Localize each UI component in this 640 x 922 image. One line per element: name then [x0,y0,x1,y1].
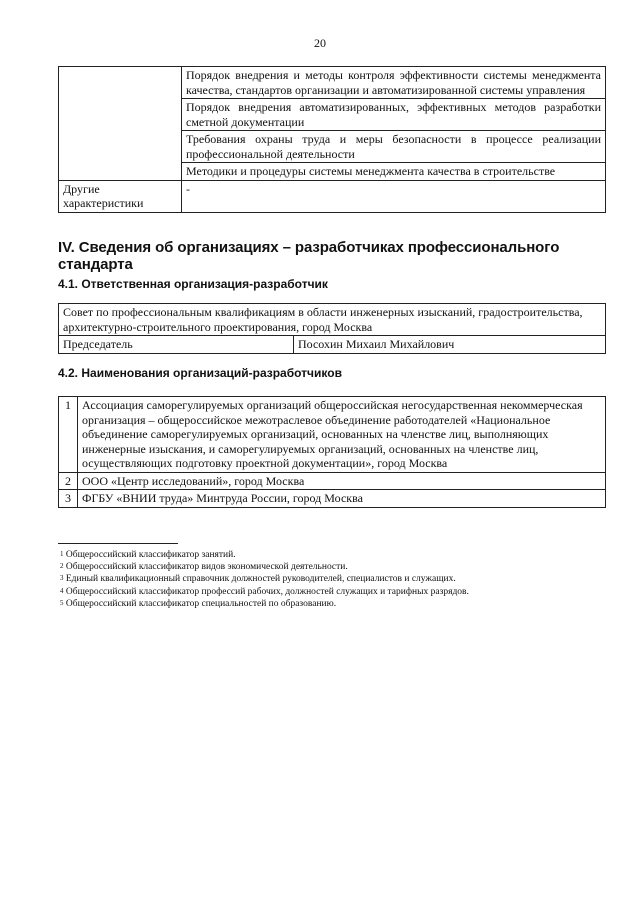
page-number: 20 [314,36,326,50]
table-row [59,490,606,508]
other-characteristics-value: - [182,180,606,212]
chairman-name: Посохин Михаил Михайлович [294,336,606,354]
table-row [59,397,606,473]
footnote-text: Общероссийский классификатор видов экономической деятельности. [65,562,348,573]
footnote-text: Общероссийский классификатор профессий рабочих, должностей служащих и тарифных разрядов. [65,586,469,597]
developer-organizations-table [58,396,606,508]
footnote-text: Общероссийский классификатор занятий. [65,550,236,560]
organization-text: Ассоциация саморегулируемых организаций общероссийская негосударственная некоммерческая организация – общероссийское межотраслевое объединение работодателей «Национальное объединение саморегулируемых организаций, основанных на членстве лиц, выполняющих инженерные изыскания, и саморегулируемых организаций, основанных на членстве лиц, осуществляющих подготовку проектной документации», город Москва [78,397,606,473]
footnote-mark: 4 [60,586,64,595]
footnote [60,561,620,573]
responsible-organization-table [58,303,606,354]
table-row [59,304,606,336]
table-row [59,472,606,490]
empty-cell [59,67,182,181]
footnotes [60,549,620,610]
footnote [60,573,620,585]
table-cell: Порядок внедрения автоматизированных, эффективных методов разработки сметной документации [182,99,606,131]
subsection-41-title: 4.1. Ответственная организация-разработчик [58,277,328,291]
footnote-mark: 3 [60,574,64,583]
footnote-mark: 2 [60,562,64,571]
footnote-divider [58,543,178,544]
footnote [60,549,620,561]
organization-text: ФГБУ «ВНИИ труда» Минтруда России, город Москва [78,490,606,508]
footnote-mark: 5 [60,598,64,607]
footnote [60,598,620,610]
table-row [59,67,606,99]
chairman-label: Председатель [59,336,294,354]
table-cell: Методики и процедуры системы менеджмента качества в строительстве [182,163,606,181]
footnote-text: Общероссийский классификатор специальностей по образованию. [65,598,337,609]
continuation-table [58,66,606,213]
row-number: 1 [59,397,78,473]
table-row [59,180,606,212]
table-cell: Порядок внедрения и методы контроля эффективности системы менеджмента качества, стандартов организации и автоматизированной системы управления [182,67,606,99]
footnote [60,586,620,598]
table-row [59,336,606,354]
row-number: 2 [59,472,78,490]
footnote-mark: 1 [60,550,64,558]
organization-name: Совет по профессиональным квалификациям в области инженерных изысканий, градостроительства, архитектурно-строительного проектирования, город Москва [59,304,606,336]
organization-text: ООО «Центр исследований», город Москва [78,472,606,490]
row-number: 3 [59,490,78,508]
subsection-42-title: 4.2. Наименования организаций-разработчиков [58,366,342,380]
footnote-text: Единый квалификационный справочник должностей руководителей, специалистов и служащих. [65,574,456,585]
table-cell: Требования охраны труда и меры безопасности в процессе реализации профессиональной деятельности [182,131,606,163]
section-title: IV. Сведения об организациях – разработчиках профессионального стандарта [58,239,560,273]
other-characteristics-label: Другие характеристики [59,180,182,212]
